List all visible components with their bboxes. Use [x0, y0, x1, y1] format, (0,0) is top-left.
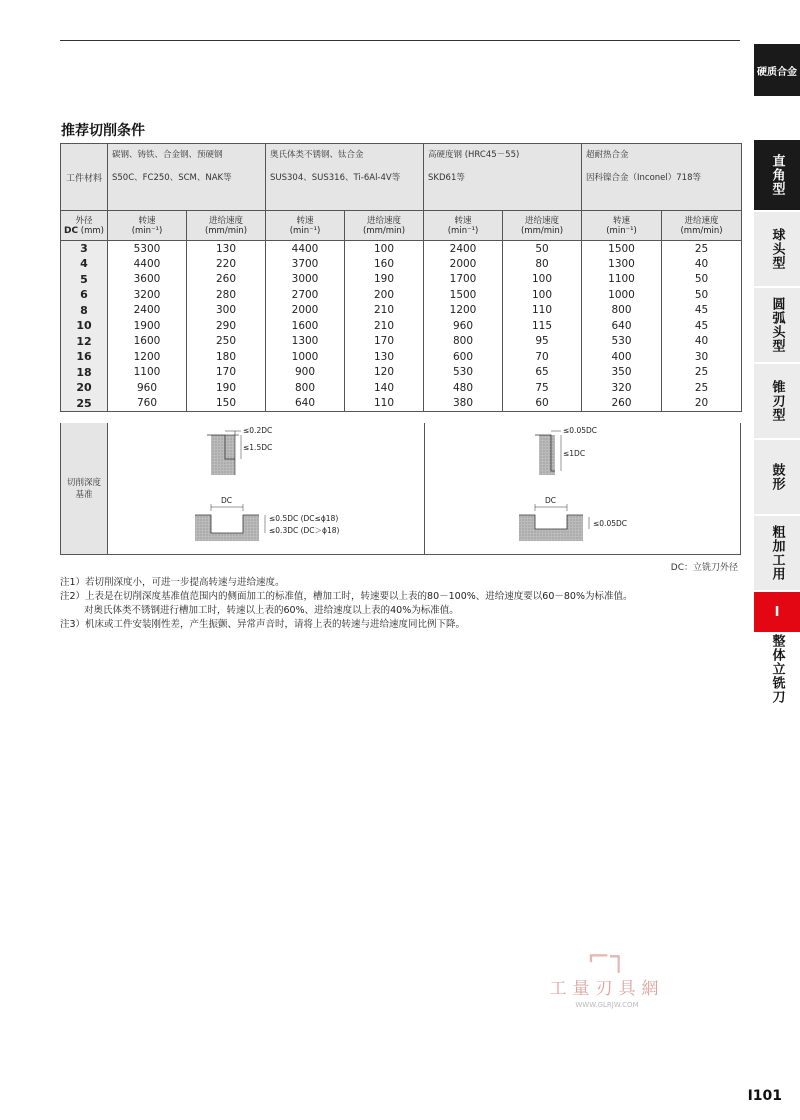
feed-cell: 170: [187, 365, 266, 381]
speed-cell: 960: [424, 318, 503, 334]
speed-cell: 2400: [424, 241, 503, 257]
note-1: 注1）若切削深度小，可进一步提高转速与进给速度。: [60, 577, 285, 588]
cutting-depth-label-line2: 基准: [75, 489, 93, 500]
side-section-label: [754, 634, 800, 714]
dc-cell: 12: [61, 334, 108, 350]
speed-header-label: 转速: [296, 215, 314, 226]
watermark: [532, 942, 682, 1009]
speed-header: [582, 211, 662, 241]
feed-cell: 110: [503, 303, 582, 319]
feed-cell: 190: [187, 380, 266, 396]
speed-cell: 2000: [424, 256, 503, 272]
feed-header: [187, 211, 266, 241]
speed-cell: 1500: [424, 287, 503, 303]
note-3: 注3）机床或工件安装刚性差，产生振颤、异常声音时，请将上表的转速与进给速度同比例下降。: [60, 619, 466, 630]
dc-cell: 6: [61, 287, 108, 303]
feed-cell: 45: [662, 318, 742, 334]
table-row: [61, 334, 742, 350]
material-group-cell: [108, 144, 266, 211]
material-examples: 因科镍合金（Inconel）718等: [586, 173, 701, 183]
speed-cell: 900: [266, 365, 345, 381]
speed-header-label: 转速: [613, 215, 631, 226]
feed-cell: 200: [345, 287, 424, 303]
speed-cell: 1600: [108, 334, 187, 350]
speed-cell: 1500: [582, 241, 662, 257]
speed-cell: 800: [424, 334, 503, 350]
feed-cell: 100: [503, 272, 582, 288]
speed-cell: 600: [424, 349, 503, 365]
speed-cell: 1100: [582, 272, 662, 288]
feed-cell: 50: [662, 287, 742, 303]
speed-header-unit: (min⁻¹): [447, 225, 479, 236]
side-tab-ball-label: 球头型: [769, 228, 785, 270]
feed-cell: 220: [187, 256, 266, 272]
material-group-cell: [266, 144, 424, 211]
dc-header-line1: 外径: [75, 215, 93, 226]
note-2: 注2）上表是在切削深度基准值范围内的侧面加工的标准值，槽加工时，转速要以上表的80－100%、进给速度要以60－80%为标准值。: [60, 591, 633, 602]
cutting-depth-section: [60, 423, 741, 555]
side-tab-radius-label: 圆弧头型: [769, 297, 785, 353]
cutting-depth-label-line1: 切削深度: [66, 477, 101, 488]
speed-cell: 2700: [266, 287, 345, 303]
feed-header-label: 进给速度: [525, 215, 560, 226]
speed-cell: 1000: [582, 287, 662, 303]
speed-cell: 5300: [108, 241, 187, 257]
feed-cell: 120: [345, 365, 424, 381]
speed-cell: 3600: [108, 272, 187, 288]
speed-header-label: 转速: [138, 215, 156, 226]
slot-dc-text: DC: [545, 496, 557, 505]
dc-cell: 3: [61, 241, 108, 257]
speed-header: [108, 211, 187, 241]
feed-cell: 160: [345, 256, 424, 272]
feed-cell: 80: [503, 256, 582, 272]
feed-header: [662, 211, 742, 241]
side-tab-carbide[interactable]: [754, 44, 800, 96]
depth-divider: [424, 423, 425, 554]
feed-cell: 60: [503, 396, 582, 412]
column-header-row: [61, 211, 742, 241]
workpiece-side: [539, 435, 555, 475]
speed-header-label: 转速: [454, 215, 472, 226]
table-row: [61, 396, 742, 412]
speed-cell: 400: [582, 349, 662, 365]
speed-cell: 640: [582, 318, 662, 334]
feed-cell: 25: [662, 380, 742, 396]
side-radial-text: ≤0.05DC: [563, 426, 597, 435]
note-2-continued: 对奥氏体类不锈钢进行槽加工时，转速以上表的60%、进给速度以上表的40%为标准值。: [84, 605, 459, 616]
speed-cell: 1000: [266, 349, 345, 365]
feed-cell: 100: [345, 241, 424, 257]
feed-cell: 300: [187, 303, 266, 319]
feed-cell: 95: [503, 334, 582, 350]
material-group-cell: [424, 144, 582, 211]
side-tab-square-label: 直角型: [769, 154, 785, 196]
speed-cell: 1200: [424, 303, 503, 319]
dc-cell: 5: [61, 272, 108, 288]
speed-cell: 4400: [108, 256, 187, 272]
side-tab-ball[interactable]: [754, 212, 800, 286]
feed-cell: 250: [187, 334, 266, 350]
feed-cell: 20: [662, 396, 742, 412]
side-tab-taper[interactable]: [754, 364, 800, 438]
material-examples: S50C、FC250、SCM、NAK等: [112, 173, 232, 183]
slot-dc-text: DC: [221, 496, 233, 505]
speed-cell: 320: [582, 380, 662, 396]
feed-header: [503, 211, 582, 241]
watermark-url: WWW.GLRJW.COM: [575, 1001, 639, 1009]
side-axial-text: ≤1.5DC: [243, 443, 273, 452]
speed-cell: 380: [424, 396, 503, 412]
speed-cell: 4400: [266, 241, 345, 257]
material-group-name: 奥氏体类不锈钢、钛合金: [270, 150, 364, 160]
speed-cell: 760: [108, 396, 187, 412]
speed-cell: 1200: [108, 349, 187, 365]
workpiece-side: [211, 435, 235, 475]
speed-cell: 1900: [108, 318, 187, 334]
speed-cell: 3000: [266, 272, 345, 288]
table-row: [61, 287, 742, 303]
slot-depth-text-1: ≤0.5DC (DC≤ϕ18): [269, 514, 339, 523]
feed-cell: 150: [187, 396, 266, 412]
workpiece-slot: [519, 515, 583, 541]
feed-cell: 210: [345, 318, 424, 334]
speed-header-unit: (min⁻¹): [289, 225, 321, 236]
feed-cell: 40: [662, 256, 742, 272]
feed-cell: 75: [503, 380, 582, 396]
speed-cell: 1700: [424, 272, 503, 288]
top-rule: [60, 40, 740, 41]
feed-cell: 210: [345, 303, 424, 319]
speed-cell: 3200: [108, 287, 187, 303]
feed-cell: 50: [503, 241, 582, 257]
feed-cell: 40: [662, 334, 742, 350]
speed-header-unit: (min⁻¹): [131, 225, 163, 236]
feed-cell: 170: [345, 334, 424, 350]
speed-cell: 800: [266, 380, 345, 396]
slot-depth-text-2: ≤0.3DC (DC＞ϕ18): [269, 526, 340, 535]
slot-depth-text: ≤0.05DC: [593, 519, 627, 528]
dc-cell: 4: [61, 256, 108, 272]
speed-cell: 2000: [266, 303, 345, 319]
side-axial-text: ≤1DC: [563, 449, 586, 458]
feed-header-label: 进给速度: [367, 215, 402, 226]
feed-header-label: 进给速度: [209, 215, 244, 226]
feed-cell: 50: [662, 272, 742, 288]
page-number: I101: [747, 1088, 782, 1104]
table-row: [61, 349, 742, 365]
speed-cell: 260: [582, 396, 662, 412]
feed-cell: 65: [503, 365, 582, 381]
notes: [60, 576, 633, 632]
speed-cell: 530: [582, 334, 662, 350]
feed-cell: 140: [345, 380, 424, 396]
side-tab-taper-label: 锥刃型: [769, 380, 785, 422]
feed-cell: 30: [662, 349, 742, 365]
speed-cell: 960: [108, 380, 187, 396]
feed-cell: 115: [503, 318, 582, 334]
speed-cell: 3700: [266, 256, 345, 272]
table-row: [61, 256, 742, 272]
dc-note: DC：立铣刀外径: [670, 563, 738, 573]
workpiece-material-label: 工件材料: [65, 173, 102, 184]
dc-cell: 18: [61, 365, 108, 381]
speed-cell: 640: [266, 396, 345, 412]
dc-cell: 20: [61, 380, 108, 396]
speed-header: [266, 211, 345, 241]
side-tab-roughing[interactable]: [754, 516, 800, 590]
dc-header-symbol: DC: [64, 225, 79, 236]
feed-cell: 130: [345, 349, 424, 365]
speed-cell: 1300: [266, 334, 345, 350]
speed-cell: 1600: [266, 318, 345, 334]
material-group-name: 高硬度钢 (HRC45－55): [428, 150, 520, 160]
feed-cell: 45: [662, 303, 742, 319]
side-radial-text: ≤0.2DC: [243, 426, 273, 435]
speed-header: [424, 211, 503, 241]
table-row: [61, 318, 742, 334]
material-examples: SKD61等: [428, 173, 465, 183]
depth-diagram-general: [191, 423, 391, 554]
feed-header-unit: (mm/min): [204, 225, 248, 236]
dc-header: [61, 211, 108, 241]
table-row: [61, 272, 742, 288]
speed-header-unit: (min⁻¹): [606, 225, 637, 236]
feed-header-label: 进给速度: [684, 215, 719, 226]
feed-cell: 110: [345, 396, 424, 412]
workpiece-material-header: [61, 144, 108, 211]
side-tab-square[interactable]: [754, 140, 800, 210]
material-header-row: [61, 144, 742, 211]
side-tab-active[interactable]: [754, 592, 800, 632]
cutting-depth-label: [61, 423, 108, 554]
side-tab-barrel[interactable]: [754, 440, 800, 514]
material-examples: SUS304、SUS316、Ti-6Al-4V等: [270, 173, 401, 183]
feed-cell: 190: [345, 272, 424, 288]
workpiece-slot: [195, 515, 259, 541]
feed-cell: 25: [662, 241, 742, 257]
dc-cell: 10: [61, 318, 108, 334]
material-group-name: 超耐热合金: [586, 150, 629, 160]
feed-header-unit: (mm/min): [520, 225, 564, 236]
feed-cell: 130: [187, 241, 266, 257]
watermark-name: 工量刃具網: [549, 979, 665, 999]
cutting-conditions-table: [60, 143, 742, 412]
material-group-name: 碳钢、铸铁、合金钢、预硬钢: [112, 150, 223, 160]
depth-diagram-hard: [513, 423, 713, 554]
table-row: [61, 303, 742, 319]
side-tab-carbide-label: 硬质合金: [757, 66, 797, 78]
speed-cell: 1100: [108, 365, 187, 381]
feed-cell: 280: [187, 287, 266, 303]
dc-cell: 16: [61, 349, 108, 365]
speed-cell: 2400: [108, 303, 187, 319]
speed-cell: 530: [424, 365, 503, 381]
table-row: [61, 380, 742, 396]
side-tab-roughing-label: 粗加工用: [769, 525, 785, 581]
speed-cell: 800: [582, 303, 662, 319]
feed-cell: 70: [503, 349, 582, 365]
material-group-cell: [582, 144, 742, 211]
section-title: 推荐切削条件: [61, 123, 145, 139]
table-row: [61, 365, 742, 381]
feed-header-unit: (mm/min): [680, 225, 723, 236]
feed-cell: 290: [187, 318, 266, 334]
feed-header: [345, 211, 424, 241]
speed-cell: 1300: [582, 256, 662, 272]
feed-cell: 25: [662, 365, 742, 381]
dc-header-unit: (mm): [78, 225, 104, 236]
watermark-logo: ⌐┐: [586, 940, 628, 973]
feed-header-unit: (mm/min): [362, 225, 406, 236]
dc-cell: 25: [61, 396, 108, 412]
table-row: [61, 241, 742, 257]
dc-cell: 8: [61, 303, 108, 319]
speed-cell: 480: [424, 380, 503, 396]
feed-cell: 260: [187, 272, 266, 288]
feed-cell: 180: [187, 349, 266, 365]
speed-cell: 350: [582, 365, 662, 381]
feed-cell: 100: [503, 287, 582, 303]
side-tab-radius[interactable]: [754, 288, 800, 362]
side-section-label-text: 整体立铣刀: [769, 634, 785, 704]
side-tab-barrel-label: 鼓形: [769, 463, 785, 491]
side-tab-active-label: I: [774, 604, 780, 620]
